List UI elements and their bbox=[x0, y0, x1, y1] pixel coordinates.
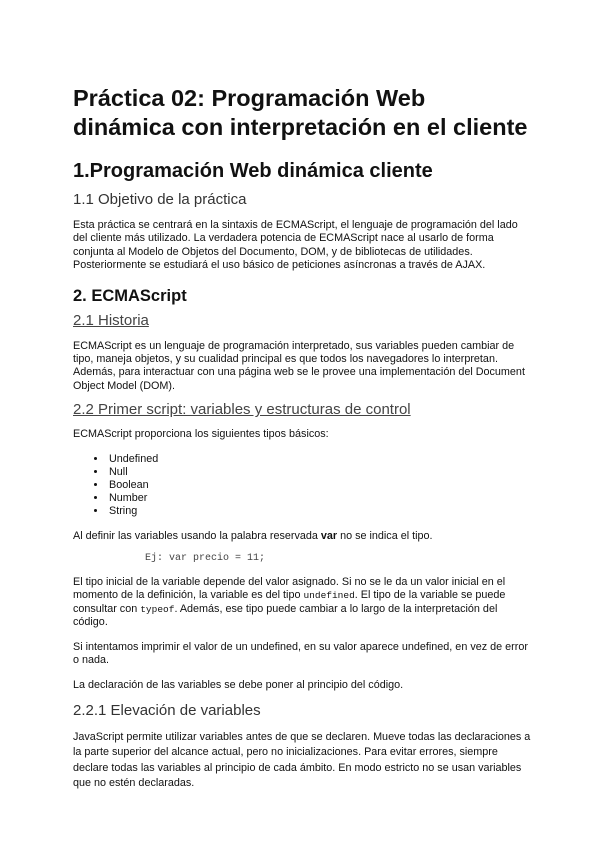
var-text-pre: Al definir las variables usando la palabra reservada bbox=[73, 529, 321, 542]
undefined-code: undefined bbox=[303, 590, 355, 602]
declaracion-paragraph: La declaración de las variables se debe poner al principio del código. bbox=[73, 678, 404, 691]
section-1-heading: 1.Programación Web dinámica cliente bbox=[73, 160, 433, 182]
list-item: • Undefined bbox=[107, 453, 533, 466]
imprimir-paragraph: Si intentamos imprimir el valor de un undefined, en su valor aparece undefined, en vez de error o nada. bbox=[73, 640, 528, 667]
section-2-heading: 2. ECMAScript bbox=[73, 286, 187, 305]
tipos-intro: ECMAScript proporciona los siguientes tipos básicos: bbox=[73, 428, 329, 441]
historia-paragraph: ECMAScript es un lenguaje de programación interpretado, sus variables pueden cambiar de tipo, maneja objetos, y su cualidad principal es que todos los navegadores lo interpretan. Además, para interactuar con una página web se le provee una implementación del Document Object Model (DOM). bbox=[73, 339, 525, 392]
tipo-text-1: El tipo inicial de la variable depende del valor asignado. Si no se le da un valor inicial en el momento de la definición, la variable es del tipo bbox=[73, 576, 506, 602]
list-item: • Boolean bbox=[107, 479, 533, 492]
code-example: Ej: var precio = 11; bbox=[145, 553, 266, 565]
tipos-list bbox=[73, 453, 533, 518]
historia-heading[interactable]: 2.1 Historia bbox=[73, 311, 149, 329]
tipo-text-2: . El tipo de la variable se puede consultar con bbox=[73, 589, 506, 615]
list-item: • Number bbox=[107, 492, 533, 505]
tipo-inicial-paragraph bbox=[73, 576, 533, 630]
objetivo-paragraph: Esta práctica se centrará en la sintaxis de ECMAScript, el lenguaje de programación del lado del cliente más utilizado. La verdadera potencia de ECMAScript nace al usarlo de forma conjunta al Modelo de Objetos del Documento, DOM, y de bibliotecas de utilidades. Posteriormente se estudiará el uso básico de peticiones asíncronas a través de AJAX. bbox=[73, 219, 518, 272]
typeof-code: typeof bbox=[140, 603, 175, 615]
tipo-text-3: . Además, ese tipo puede cambiar a lo largo de la interpretación del código. bbox=[73, 602, 498, 629]
list-item: • Null bbox=[107, 466, 533, 479]
section-1-1-heading: 1.1 Objetivo de la práctica bbox=[73, 191, 247, 208]
elevacion-paragraph: JavaScript permite utilizar variables antes de que se declaren. Mueve todas las declaraciones a la parte superior del alcance actual, pero no inicializaciones. Para evitar errores, siempre declare todas las variables al principio de cada ámbito. En modo estricto no se usan variables que no estén declaradas. bbox=[73, 730, 531, 790]
var-paragraph bbox=[73, 530, 533, 543]
list-item: • String bbox=[107, 505, 533, 518]
var-keyword: var bbox=[320, 529, 338, 542]
document-title: Práctica 02: Programación Web dinámica con interpretación en el cliente bbox=[73, 85, 528, 140]
primer-script-heading[interactable]: 2.2 Primer script: variables y estructuras de control bbox=[73, 401, 411, 419]
document-content bbox=[73, 84, 533, 792]
elevacion-heading: 2.2.1 Elevación de variables bbox=[73, 701, 261, 719]
var-text-post: no se indica el tipo. bbox=[337, 529, 433, 542]
